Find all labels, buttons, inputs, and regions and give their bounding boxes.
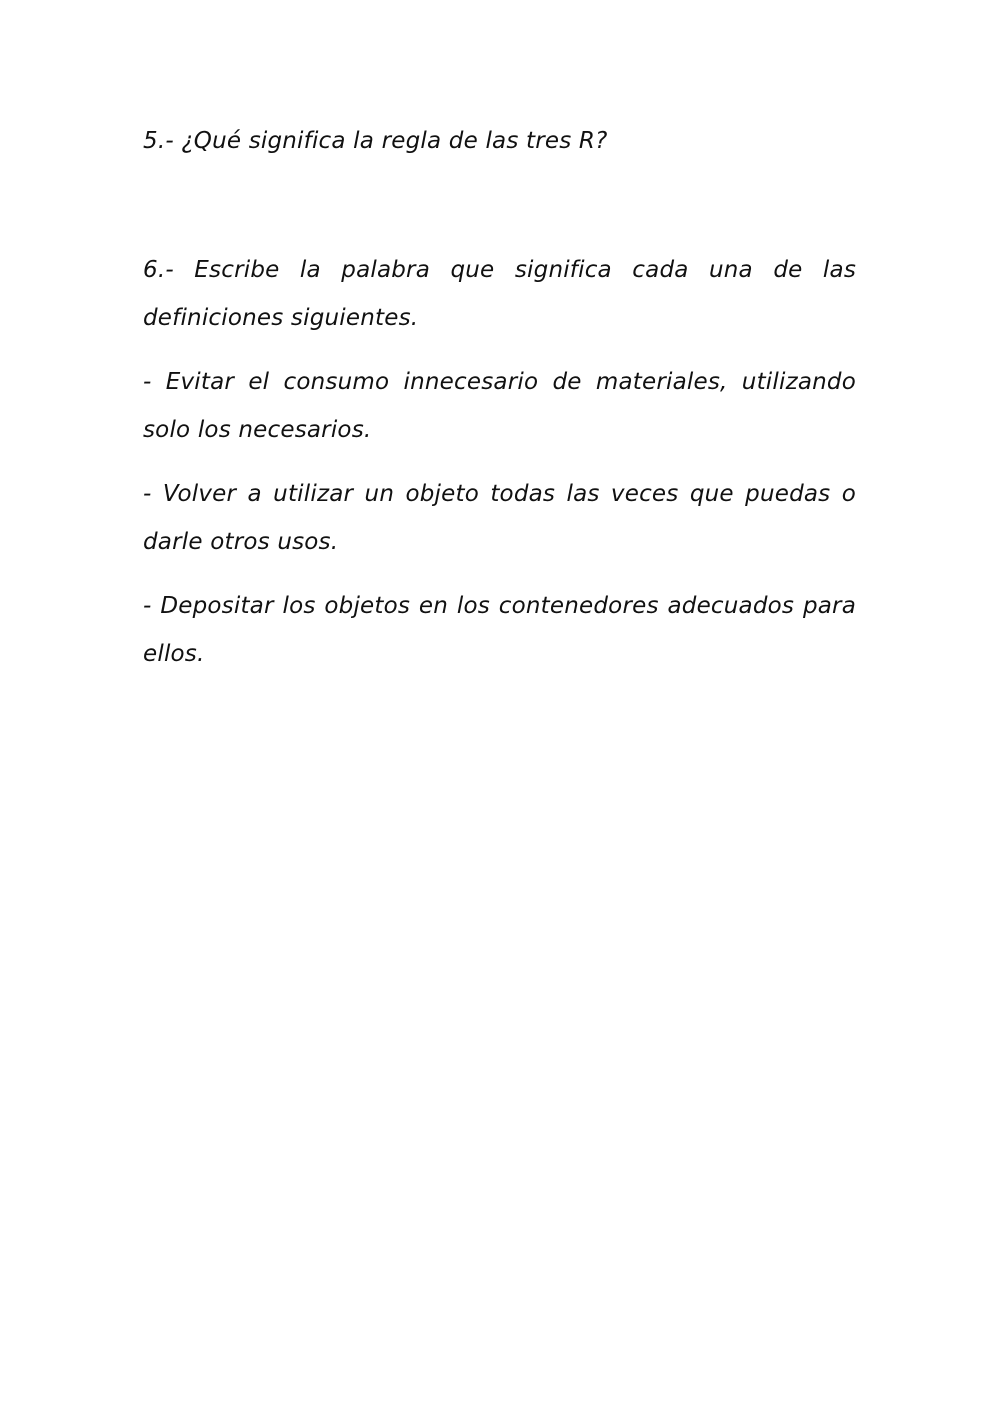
question-5-text: 5.- ¿Qué significa la regla de las tres R? <box>143 128 608 154</box>
question-6-text: 6.- Escribe la palabra que significa cada una de las definiciones siguientes. <box>143 257 856 331</box>
definition-reuse-text: - Volver a utilizar un objeto todas las veces que puedas o darle otros usos. <box>143 481 856 555</box>
definition-reduce-text: - Evitar el consumo innecesario de materiales, utilizando solo los necesarios. <box>143 369 856 443</box>
definition-recycle-text: - Depositar los objetos en los contenedores adecuados para ellos. <box>143 593 856 667</box>
